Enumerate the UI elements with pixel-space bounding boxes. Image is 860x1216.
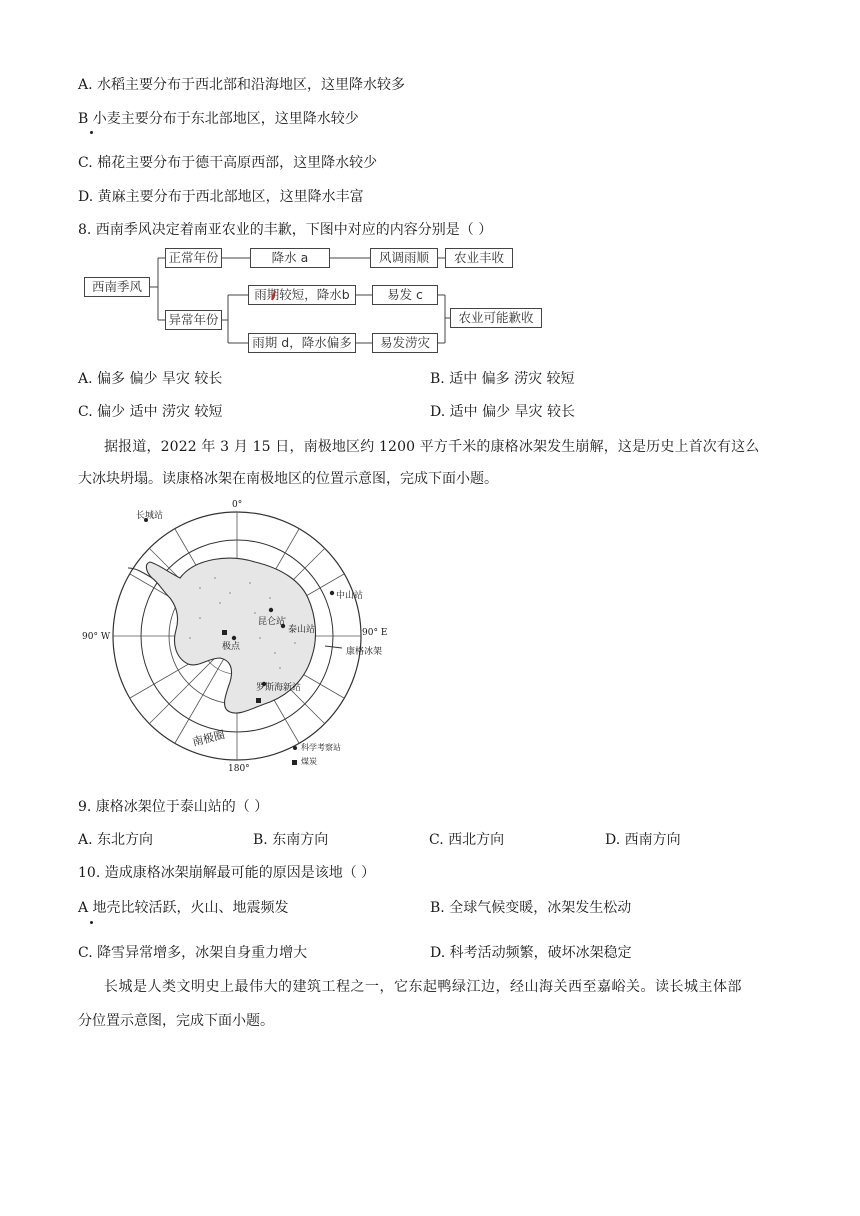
q10-option-d: D. 科考活动频繁，破坏冰架稳定 bbox=[430, 945, 632, 961]
passage-ice-line2: 大冰块坍塌。读康格冰架在南极地区的位置示意图，完成下面小题。 bbox=[78, 471, 498, 487]
q9-stem: 9. 康格冰架位于泰山站的（ ） bbox=[78, 799, 269, 815]
q8-stem: 8. 西南季风决定着南亚农业的丰歉，下图中对应的内容分别是（ ） bbox=[78, 222, 493, 238]
q10-option-a: A 地壳比较活跃，火山、地震频发 bbox=[78, 900, 289, 916]
q8-option-d: D. 适中 偏少 旱灾 较长 bbox=[430, 404, 575, 420]
map-label-180: 180° bbox=[228, 764, 250, 774]
red-pen-mark bbox=[0, 0, 860, 360]
q9-option-c: C. 西北方向 bbox=[429, 832, 505, 848]
station-luosihai: 罗斯海新站 bbox=[256, 683, 302, 693]
q8-option-a: A. 偏多 偏少 旱灾 较长 bbox=[78, 371, 223, 387]
map-label-0: 0° bbox=[232, 500, 243, 510]
antarctic-circle-label: 南极圈 bbox=[191, 728, 227, 749]
flow-prone-c: 易发 c bbox=[372, 285, 438, 305]
passage-wall-line2: 分位置示意图，完成下面小题。 bbox=[78, 1013, 274, 1029]
emphasis-dot bbox=[90, 131, 93, 134]
flow-favorable: 风调雨顺 bbox=[370, 248, 438, 268]
passage-ice-line1: 据报道，2022 年 3 月 15 日，南极地区约 1200 平方千米的康格冰架发生崩解，这是历史上首次有这么 bbox=[104, 439, 760, 455]
q9-option-d: D. 西南方向 bbox=[605, 832, 681, 848]
flow-abnormal-year: 异常年份 bbox=[165, 310, 222, 330]
legend-station: 科学考察站 bbox=[301, 743, 341, 752]
flow-long-rain: 雨期 d，降水偏多 bbox=[248, 333, 356, 353]
flow-normal-year: 正常年份 bbox=[165, 248, 222, 268]
emphasis-dot bbox=[90, 921, 93, 924]
flow-connectors bbox=[0, 0, 860, 360]
q8-option-c: C. 偏少 适中 涝灾 较短 bbox=[78, 404, 223, 420]
antarctic-map bbox=[80, 498, 400, 778]
map-label-90e: 90° E bbox=[362, 628, 388, 638]
q9-option-b: B. 东南方向 bbox=[253, 832, 329, 848]
q7-option-a: A. 水稻主要分布于西北部和沿海地区，这里降水较多 bbox=[78, 77, 406, 93]
station-changcheng: 长城站 bbox=[136, 511, 164, 521]
q10-stem: 10. 造成康格冰架崩解最可能的原因是该地（ ） bbox=[78, 865, 376, 881]
station-zhongshan: 中山站 bbox=[336, 591, 364, 601]
passage-wall-line1: 长城是人类文明史上最伟大的建筑工程之一，它东起鸭绿江边，经山海关西至嘉峪关。读长城主体部 bbox=[104, 979, 742, 995]
q8-option-b: B. 适中 偏多 涝灾 较短 bbox=[430, 371, 575, 387]
legend-coal: 煤炭 bbox=[301, 757, 317, 766]
flow-poor-harvest: 农业可能歉收 bbox=[450, 308, 542, 328]
antarctic-map-graphic bbox=[80, 498, 400, 778]
q7-option-d: D. 黄麻主要分布于西北部地区，这里降水丰富 bbox=[78, 189, 364, 205]
ice-shelf-label: 康格冰架 bbox=[346, 647, 383, 657]
flow-flood: 易发涝灾 bbox=[372, 333, 438, 353]
monsoon-flow-diagram bbox=[0, 0, 860, 360]
map-label-90w: 90° W bbox=[82, 632, 111, 642]
q10-option-b: B. 全球气候变暖，冰架发生松动 bbox=[430, 900, 632, 916]
flow-harvest: 农业丰收 bbox=[445, 248, 513, 268]
station-kunlun: 昆仑站 bbox=[258, 617, 286, 627]
q7-option-c: C. 棉花主要分布于德干高原西部，这里降水较少 bbox=[78, 155, 378, 171]
q10-option-c: C. 降雪异常增多，冰架自身重力增大 bbox=[78, 945, 308, 961]
q7-option-b: B 小麦主要分布于东北部地区，这里降水较少 bbox=[78, 111, 359, 127]
station-taishan: 泰山站 bbox=[288, 625, 316, 635]
pole-label: 极点 bbox=[222, 642, 241, 652]
q9-option-a: A. 东北方向 bbox=[78, 832, 154, 848]
flow-short-rain: 雨期较短，降水b bbox=[248, 285, 356, 305]
flow-rain-a: 降水 a bbox=[250, 248, 330, 268]
flow-root-box: 西南季风 bbox=[84, 277, 150, 297]
